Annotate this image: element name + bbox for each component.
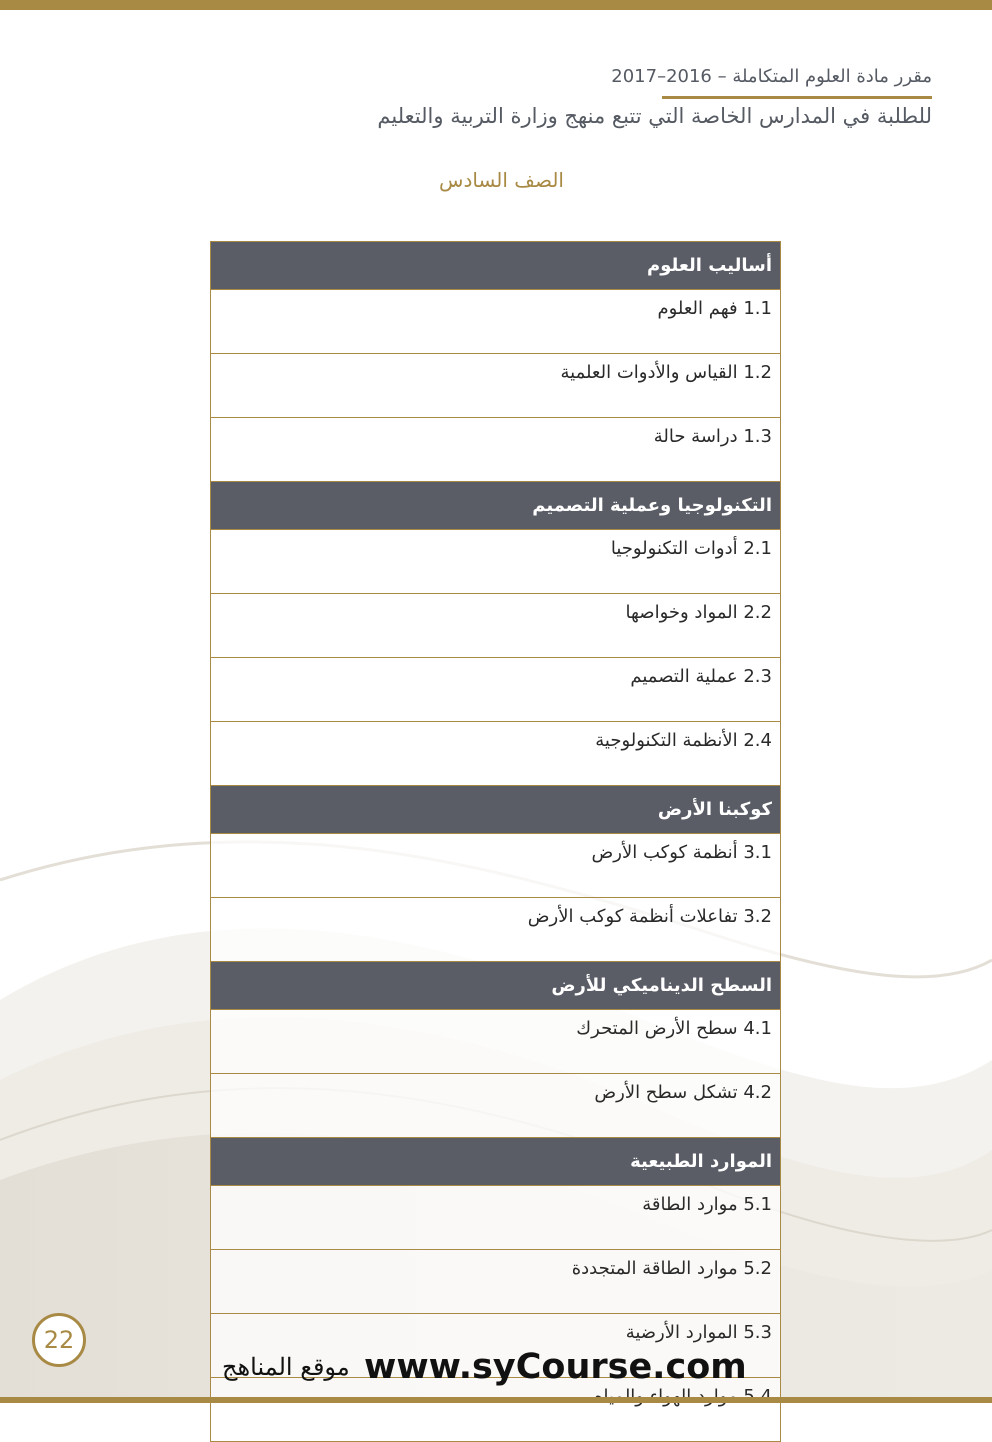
unit-row bbox=[211, 594, 781, 658]
unit-label: 5.2 موارد الطاقة المتجددة bbox=[211, 1250, 781, 1314]
site-watermark bbox=[222, 1345, 767, 1389]
unit-label: 5.1 موارد الطاقة bbox=[211, 1186, 781, 1250]
section-title: التكنولوجيا وعملية التصميم bbox=[211, 482, 781, 530]
unit-label: 3.1 أنظمة كوكب الأرض bbox=[211, 834, 781, 898]
unit-row bbox=[211, 1186, 781, 1250]
unit-row bbox=[211, 898, 781, 962]
bottom-gold-bar bbox=[0, 1397, 992, 1403]
unit-label: 4.1 سطح الأرض المتحرك bbox=[211, 1010, 781, 1074]
unit-row bbox=[211, 354, 781, 418]
section-header-row bbox=[211, 242, 781, 290]
section-title: الموارد الطبيعية bbox=[211, 1138, 781, 1186]
unit-row bbox=[211, 834, 781, 898]
unit-label: 2.2 المواد وخواصها bbox=[211, 594, 781, 658]
unit-label: 1.2 القياس والأدوات العلمية bbox=[211, 354, 781, 418]
section-header-row bbox=[211, 786, 781, 834]
unit-row bbox=[211, 658, 781, 722]
curriculum-table bbox=[210, 241, 781, 1442]
unit-label: 2.3 عملية التصميم bbox=[211, 658, 781, 722]
unit-row bbox=[211, 1074, 781, 1138]
unit-label: 1.1 فهم العلوم bbox=[211, 290, 781, 354]
watermark-site-name: موقع المناهج bbox=[222, 1353, 350, 1381]
grade-title: الصف السادس bbox=[439, 168, 564, 192]
unit-label: 5.3 الموارد الأرضية bbox=[211, 1314, 781, 1378]
section-title: أساليب العلوم bbox=[211, 242, 781, 290]
students-subtitle: للطلبة في المدارس الخاصة التي تتبع منهج وزارة التربية والتعليم bbox=[377, 104, 932, 128]
unit-row bbox=[211, 418, 781, 482]
unit-row bbox=[211, 1250, 781, 1314]
unit-label: 2.4 الأنظمة التكنولوجية bbox=[211, 722, 781, 786]
unit-label: 3.2 تفاعلات أنظمة كوكب الأرض bbox=[211, 898, 781, 962]
unit-label: 2.1 أدوات التكنولوجيا bbox=[211, 530, 781, 594]
unit-row bbox=[211, 1010, 781, 1074]
unit-row bbox=[211, 530, 781, 594]
course-title: مقرر مادة العلوم المتكاملة – 2016–2017 bbox=[611, 66, 932, 87]
top-gold-bar bbox=[0, 0, 992, 10]
unit-row bbox=[211, 290, 781, 354]
section-header-row bbox=[211, 482, 781, 530]
unit-label: 4.2 تشكل سطح الأرض bbox=[211, 1074, 781, 1138]
section-header-row bbox=[211, 1138, 781, 1186]
page-header bbox=[232, 62, 932, 133]
unit-label: 1.3 دراسة حالة bbox=[211, 418, 781, 482]
section-header-row bbox=[211, 962, 781, 1010]
watermark-url[interactable]: www.syCourse.com bbox=[364, 1347, 747, 1387]
unit-row bbox=[211, 722, 781, 786]
section-title: السطح الديناميكي للأرض bbox=[211, 962, 781, 1010]
page-number: 22 bbox=[32, 1313, 86, 1367]
section-title: كوكبنا الأرض bbox=[211, 786, 781, 834]
